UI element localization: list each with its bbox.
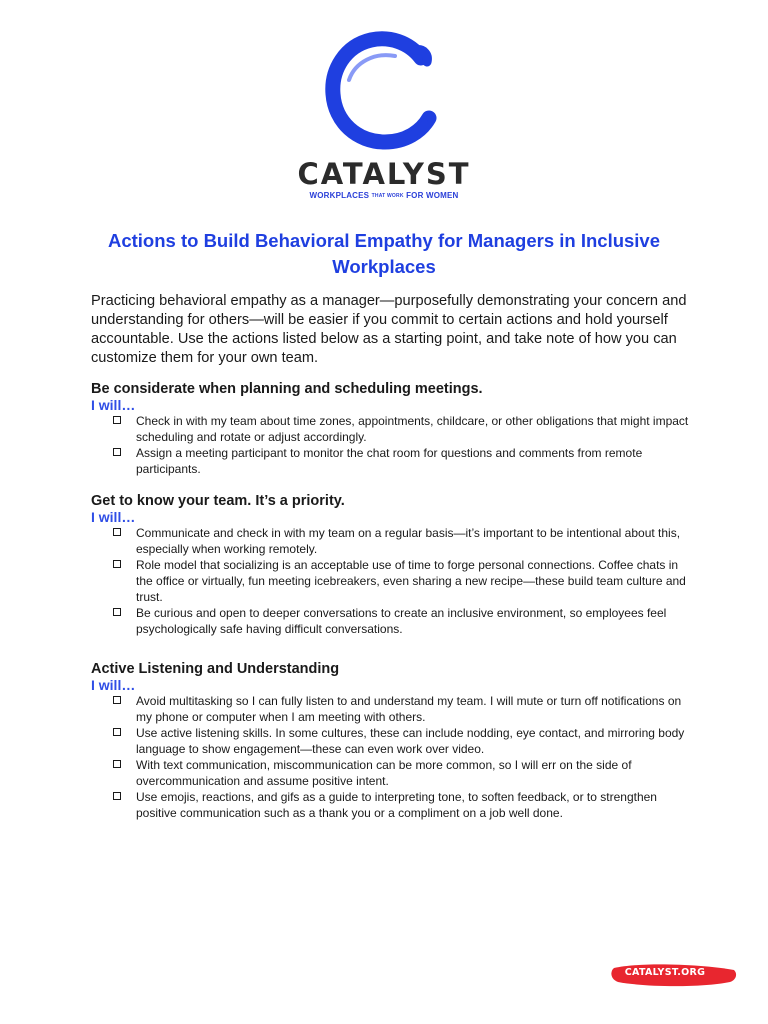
checkbox-icon[interactable] (113, 792, 121, 800)
checklist (91, 525, 691, 637)
checkbox-icon[interactable] (113, 448, 121, 456)
checklist-item-text: Role model that socializing is an acceptable use of time to forge personal connections. Coffee chats in the office or virtually, fun meeting icebreakers, even sharing a new recipe—these build team culture and trust. (136, 558, 686, 604)
checklist (91, 693, 691, 821)
section-heading: Get to know your team. It’s a priority. (91, 493, 345, 509)
checklist-item (91, 605, 691, 637)
catalyst-org-link[interactable]: CATALYST.ORG (624, 967, 706, 978)
section-subheading: I will… (91, 509, 136, 525)
checkbox-icon[interactable] (113, 528, 121, 536)
catalyst-c-brush-logo-icon (309, 30, 459, 155)
checkbox-icon[interactable] (113, 696, 121, 704)
checkbox-icon[interactable] (113, 560, 121, 568)
brand-name: CATALYST (297, 157, 471, 191)
catalyst-logo (0, 30, 768, 200)
checklist-item (91, 789, 691, 821)
checklist-item (91, 525, 691, 557)
checklist-item (91, 693, 691, 725)
tagline-part-3: FOR WOMEN (406, 191, 459, 200)
checklist-item-text: Communicate and check in with my team on a regular basis—it’s important to be intentional about this, especially when working remotely. (136, 526, 681, 556)
checklist-item-text: Assign a meeting participant to monitor the chat room for questions and comments from remote participants. (136, 446, 643, 476)
checkbox-icon[interactable] (113, 728, 121, 736)
section-know-team (91, 492, 691, 637)
section-subheading: I will… (91, 397, 136, 413)
checklist-item-text: Check in with my team about time zones, appointments, childcare, or other obligations that might impact scheduling and rotate or adjust accordingly. (136, 414, 689, 444)
checklist-item (91, 757, 691, 789)
checkbox-icon[interactable] (113, 416, 121, 424)
page-title: Actions to Build Behavioral Empathy for Managers in Inclusive Workplaces (107, 230, 661, 277)
tagline-part-2: THAT WORK (371, 192, 404, 199)
section-heading: Active Listening and Understanding (91, 661, 340, 677)
checklist-item-text: Be curious and open to deeper conversations to create an inclusive environment, so employees feel psychologically safe having difficult conversations. (136, 606, 667, 636)
checklist-item-text: Avoid multitasking so I can fully listen to and understand my team. I will mute or turn off notifications on my phone or computer when I am meeting with others. (136, 694, 682, 724)
brand-tagline (0, 191, 768, 200)
checklist-item-text: Use emojis, reactions, and gifs as a guide to interpreting tone, to soften feedback, or to strengthen positive communication such as a thank you or a compliment on a job well done. (136, 790, 657, 820)
checklist-item (91, 445, 691, 477)
section-active-listening (91, 660, 691, 821)
section-meetings (91, 380, 691, 477)
checklist-item-text: With text communication, miscommunication can be more common, so I will err on the side of overcommunication and assume positive intent. (136, 758, 632, 788)
section-heading: Be considerate when planning and scheduling meetings. (91, 381, 483, 397)
checkbox-icon[interactable] (113, 760, 121, 768)
checklist-item (91, 413, 691, 445)
checklist-item-text: Use active listening skills. In some cultures, these can include nodding, eye contact, and mirroring body language to show engagement—these can even work over video. (136, 726, 685, 756)
checklist-item (91, 557, 691, 605)
tagline-part-1: WORKPLACES (309, 191, 370, 200)
intro-paragraph: Practicing behavioral empathy as a manager—purposefully demonstrating your concern and understanding for others—will be easier if you commit to certain actions and hold yourself accountable. Use the actions listed below as a starting point, and take note of how you can customize them for your own team. (91, 293, 687, 366)
checklist (91, 413, 691, 477)
checkbox-icon[interactable] (113, 608, 121, 616)
checklist-item (91, 725, 691, 757)
section-subheading: I will… (91, 677, 136, 693)
